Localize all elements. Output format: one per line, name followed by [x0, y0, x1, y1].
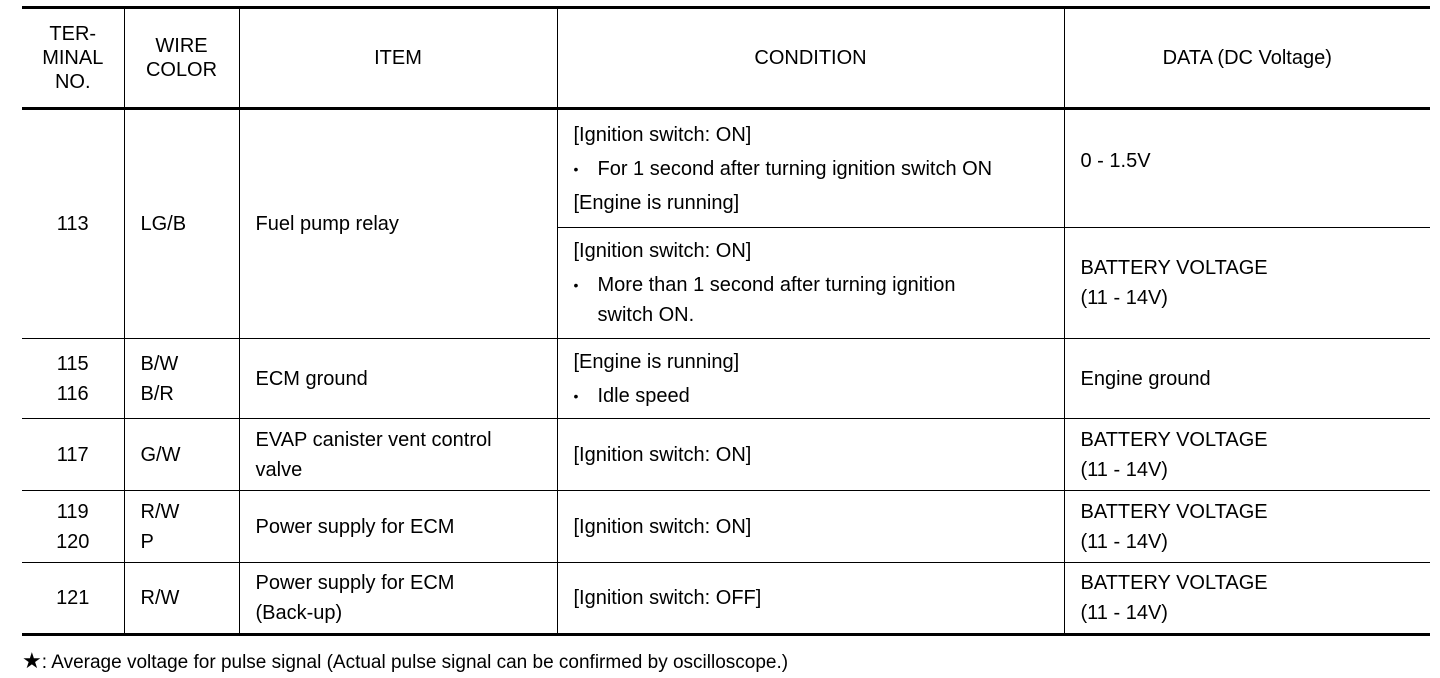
- ecm-terminal-table: [22, 6, 1430, 636]
- header-condition: CONDITION: [557, 8, 1064, 109]
- wire-color-cell: LG/B: [124, 109, 239, 339]
- data-cell: 0 - 1.5V: [1064, 109, 1430, 228]
- condition-line: [Engine is running]: [573, 350, 740, 373]
- data-cell: BATTERY VOLTAGE (11 - 14V): [1064, 491, 1430, 563]
- footnote: [22, 648, 788, 676]
- header-item: ITEM: [239, 8, 557, 109]
- header-row: [22, 8, 1430, 109]
- terminal-cell: 117: [22, 419, 124, 491]
- bullet-icon: •: [573, 277, 579, 293]
- condition-cell: [557, 339, 1064, 419]
- item-cell: Power supply for ECM (Back-up): [239, 563, 557, 635]
- item-cell: Fuel pump relay: [239, 109, 557, 339]
- table-row-117: [22, 419, 1430, 491]
- wire-color-cell: G/W: [124, 419, 239, 491]
- header-terminal-no: TER- MINAL NO.: [22, 8, 124, 109]
- table-row-119: [22, 491, 1430, 563]
- table-row-115: [22, 339, 1430, 419]
- condition-cell: [Ignition switch: ON]: [557, 419, 1064, 491]
- wire-color-cell: R/W P: [124, 491, 239, 563]
- terminal-cell: 121: [22, 563, 124, 635]
- terminal-cell: 119 120: [22, 491, 124, 563]
- data-cell: BATTERY VOLTAGE (11 - 14V): [1064, 419, 1430, 491]
- condition-bullet: • For 1 second after turning ignition switch ON: [574, 154, 1048, 184]
- data-cell: Engine ground: [1064, 339, 1430, 419]
- condition-bullet: • Idle speed: [574, 381, 1048, 411]
- condition-cell: [557, 228, 1064, 339]
- table-row-113a: [22, 109, 1430, 228]
- wire-color-cell: R/W: [124, 563, 239, 635]
- terminal-cell: 115 116: [22, 339, 124, 419]
- bullet-icon: •: [573, 160, 579, 177]
- item-cell: Power supply for ECM: [239, 491, 557, 563]
- condition-cell: [Ignition switch: OFF]: [557, 563, 1064, 635]
- header-wire-color: WIRE COLOR: [124, 8, 239, 109]
- bullet-icon: •: [573, 387, 579, 404]
- condition-bullet: • More than 1 second after turning ignition switch ON.: [574, 270, 1048, 330]
- header-data: DATA (DC Voltage): [1064, 8, 1430, 109]
- data-cell: BATTERY VOLTAGE (11 - 14V): [1064, 563, 1430, 635]
- terminal-cell: 113: [22, 109, 124, 339]
- star-icon: ★: [22, 648, 42, 673]
- footnote-text: : Average voltage for pulse signal (Actual pulse signal can be confirmed by oscilloscope.): [41, 652, 789, 673]
- condition-cell: [Ignition switch: ON]: [557, 491, 1064, 563]
- table-row-121: [22, 563, 1430, 635]
- condition-line: [Ignition switch: ON]: [573, 240, 752, 262]
- condition-cell: [557, 109, 1064, 228]
- data-cell: BATTERY VOLTAGE (11 - 14V): [1064, 228, 1430, 339]
- condition-line: [Ignition switch: ON]: [573, 123, 752, 146]
- item-cell: ECM ground: [239, 339, 557, 419]
- item-cell: EVAP canister vent control valve: [239, 419, 557, 491]
- condition-line: [Engine is running]: [573, 191, 740, 214]
- wire-color-cell: B/W B/R: [124, 339, 239, 419]
